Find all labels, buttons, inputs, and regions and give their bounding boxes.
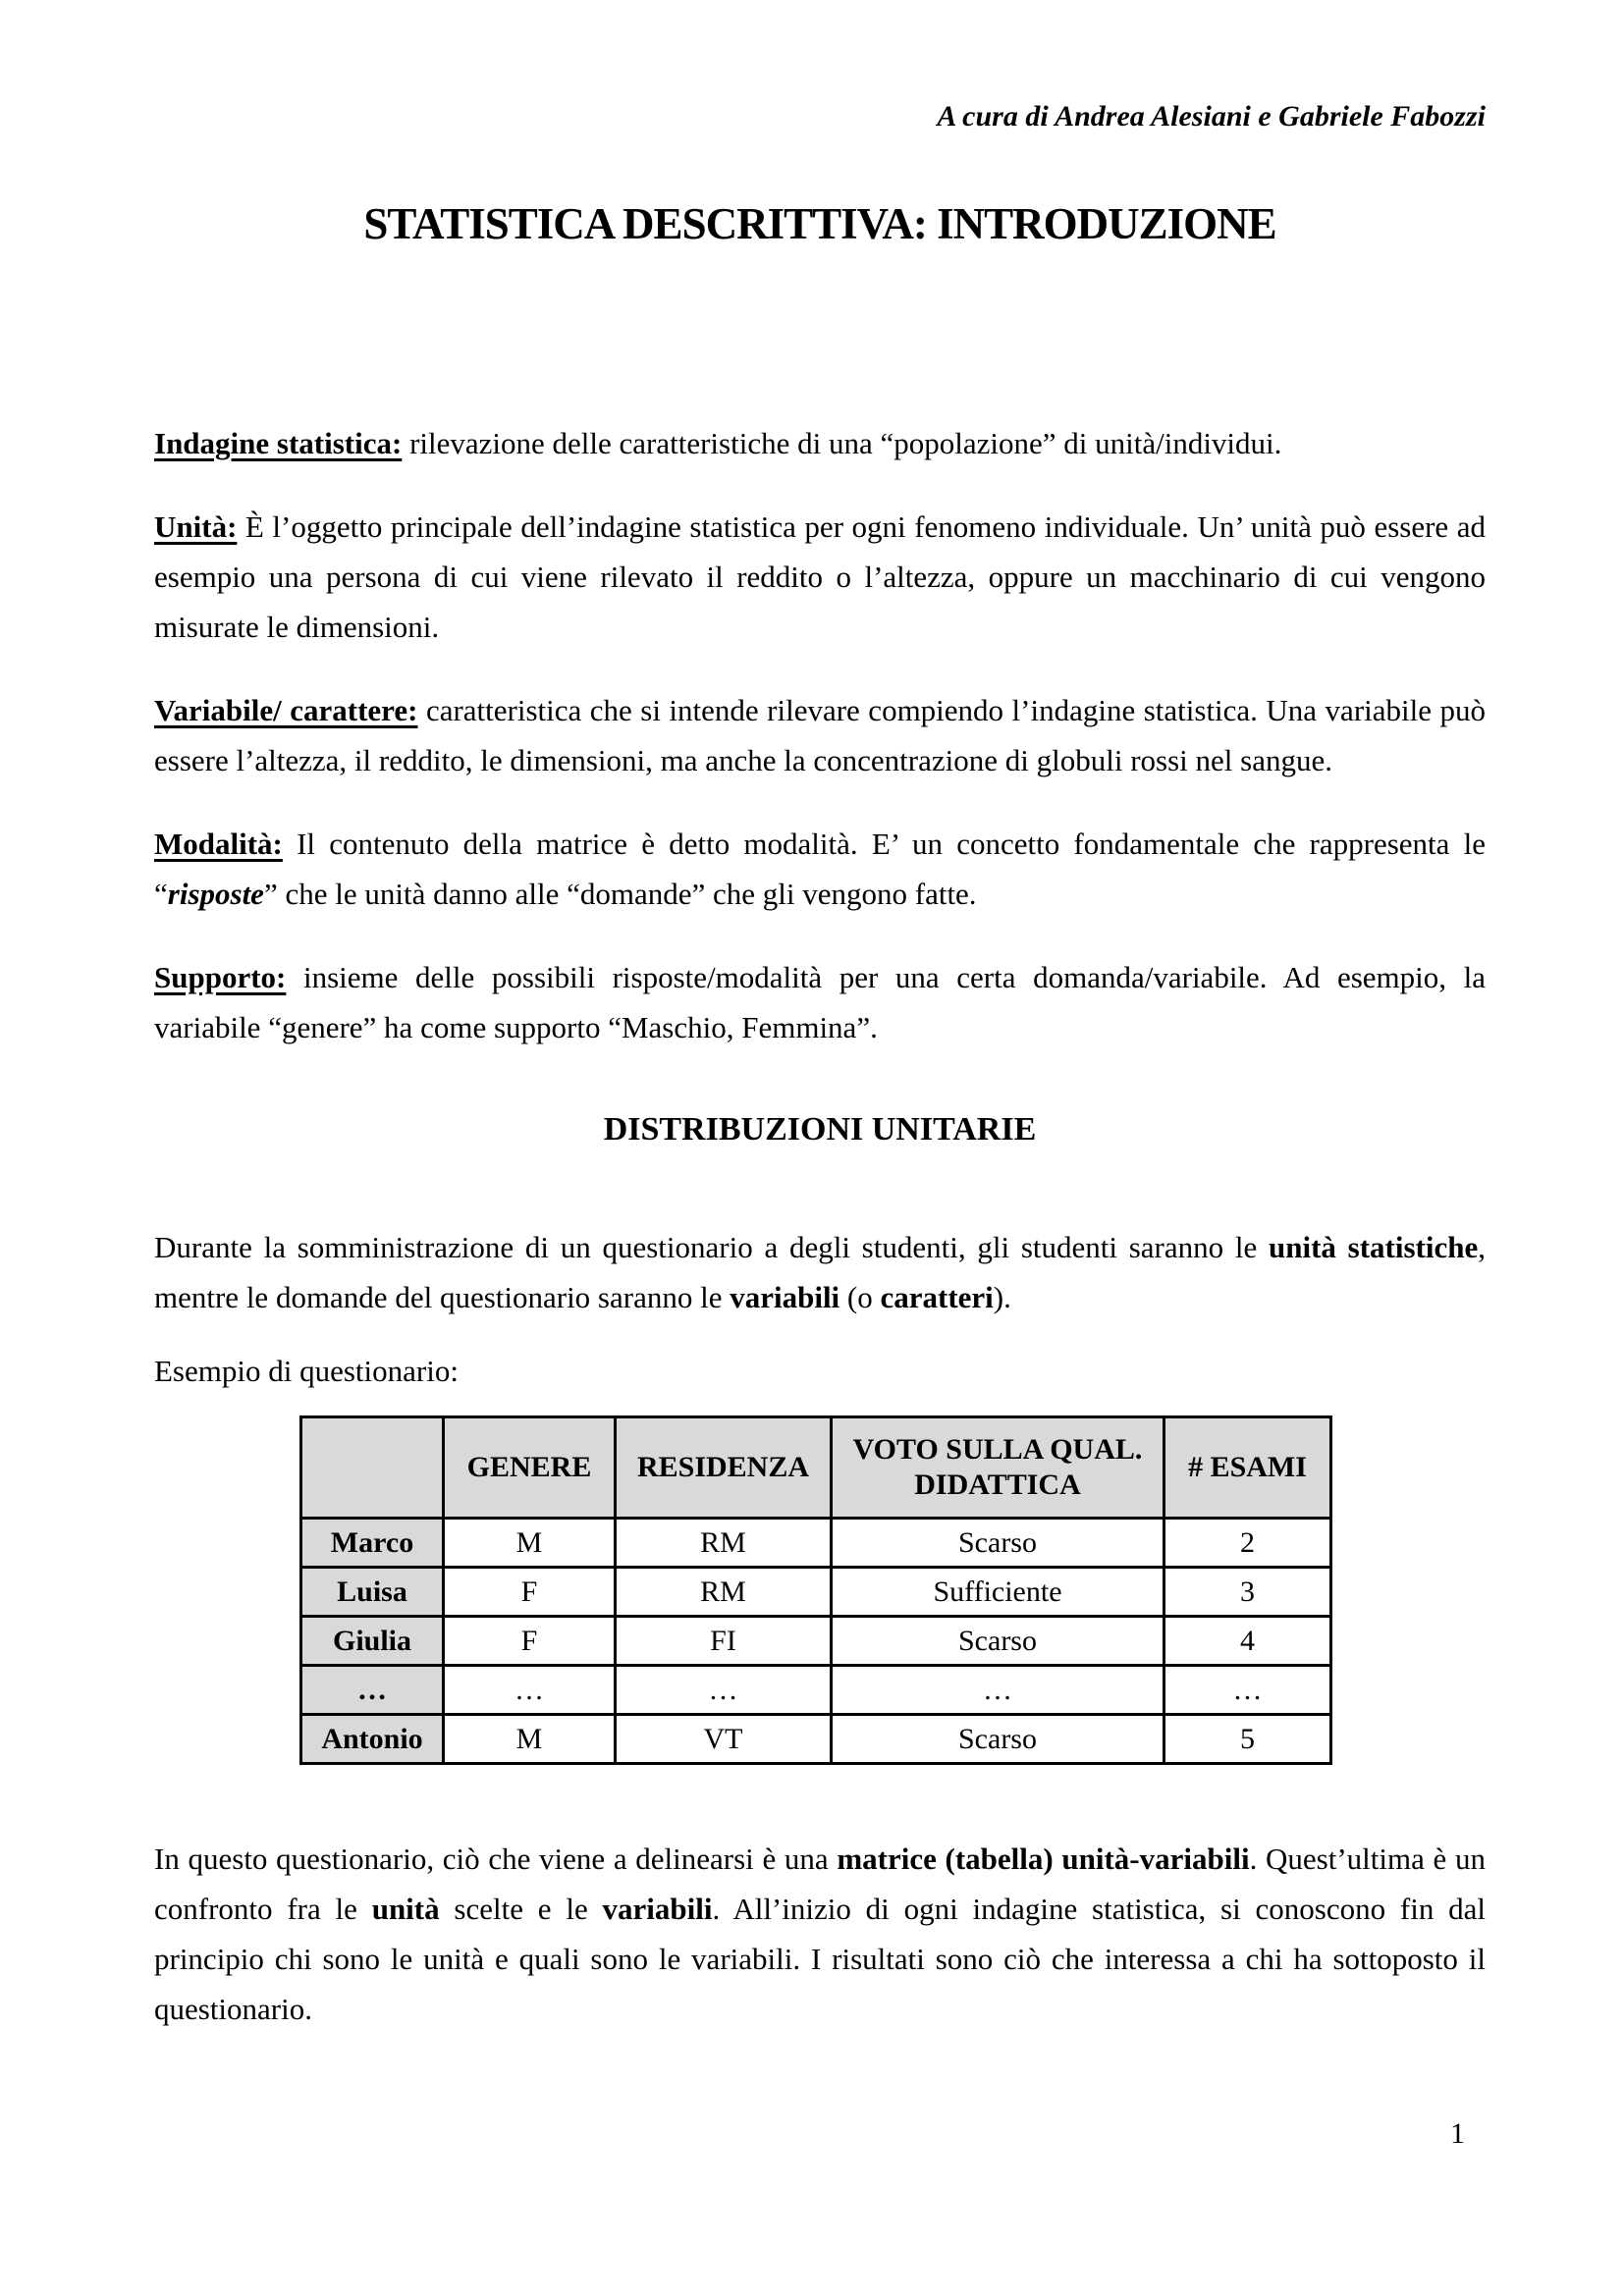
table-cell: Sufficiente	[832, 1568, 1164, 1617]
row-label: Marco	[301, 1519, 444, 1568]
definition-indagine-statistica: Indagine statistica: rilevazione delle caratteristiche di una “popolazione” di unità/individui.	[154, 426, 1282, 460]
row-label: Antonio	[301, 1715, 444, 1764]
table-cell: …	[1164, 1666, 1331, 1715]
table-cell: Scarso	[832, 1617, 1164, 1666]
definition-supporto: Supporto: insieme delle possibili risposte/modalità per una certa domanda/variabile. Ad esempio, la variabile “genere” ha come supporto “Maschio, Femmina”.	[154, 960, 1486, 1044]
column-header-empty	[301, 1417, 444, 1519]
table-cell: M	[444, 1519, 616, 1568]
section-intro: Durante la somministrazione di un questionario a degli studenti, gli studenti saranno le unità statistiche, mentre le domande del questionario saranno le variabili (o caratteri).	[154, 1230, 1486, 1314]
table-cell: M	[444, 1715, 616, 1764]
table-cell: …	[616, 1666, 832, 1715]
table-cell: 3	[1164, 1568, 1331, 1617]
table-row-ellipsis	[301, 1666, 1331, 1715]
table-cell: …	[832, 1666, 1164, 1715]
table-cell: FI	[616, 1617, 832, 1666]
page-number: 1	[1450, 2117, 1465, 2150]
row-label: …	[301, 1666, 444, 1715]
row-label: Luisa	[301, 1568, 444, 1617]
byline: A cura di Andrea Alesiani e Gabriele Fabozzi	[937, 100, 1486, 133]
table-row-luisa	[301, 1568, 1331, 1617]
column-header-genere: GENERE	[444, 1417, 616, 1519]
column-header-residenza: RESIDENZA	[616, 1417, 832, 1519]
row-label: Giulia	[301, 1617, 444, 1666]
closing-paragraph: In questo questionario, ciò che viene a delinearsi è una matrice (tabella) unità-variabili. Quest’ultima è un confronto fra le unità scelte e le variabili. All’inizio di ogni indagine statistica, si conoscono fin dal principio chi sono le unità e quali sono le variabili. I risultati sono ciò che interessa a chi ha sottoposto il questionario.	[154, 1842, 1487, 2026]
column-header-esami: # ESAMI	[1164, 1417, 1331, 1519]
table-row-antonio	[301, 1715, 1331, 1764]
definition-unita: Unità: È l’oggetto principale dell’indagine statistica per ogni fenomeno individuale. Un’ unità può essere ad esempio una persona di cui viene rilevato il reddito o l’altezza, oppure un macchinario di cui vengono misurate le dimensioni.	[154, 509, 1486, 644]
questionnaire-table	[299, 1415, 1332, 1765]
column-header-voto: VOTO SULLA QUAL. DIDATTICA	[832, 1417, 1164, 1519]
table-cell: …	[444, 1666, 616, 1715]
page-title: STATISTICA DESCRITTIVA: INTRODUZIONE	[363, 199, 1276, 248]
table-cell: Scarso	[832, 1715, 1164, 1764]
table-cell: 2	[1164, 1519, 1331, 1568]
table-row-marco	[301, 1519, 1331, 1568]
table-cell: RM	[616, 1519, 832, 1568]
example-label: Esempio di questionario:	[154, 1354, 459, 1388]
table-header-row	[301, 1417, 1331, 1519]
definition-modalita: Modalità: Il contenuto della matrice è detto modalità. E’ un concetto fondamentale che rappresenta le “risposte” che le unità danno alle “domande” che gli vengono fatte.	[154, 827, 1486, 911]
table-cell: 4	[1164, 1617, 1331, 1666]
table-cell: F	[444, 1568, 616, 1617]
table-cell: 5	[1164, 1715, 1331, 1764]
table-cell: F	[444, 1617, 616, 1666]
table-cell: RM	[616, 1568, 832, 1617]
table-row-giulia	[301, 1617, 1331, 1666]
table-cell: Scarso	[832, 1519, 1164, 1568]
table-cell: VT	[616, 1715, 832, 1764]
section-heading: DISTRIBUZIONI UNITARIE	[603, 1111, 1037, 1148]
definition-variabile-carattere: Variabile/ carattere: caratteristica che si intende rilevare compiendo l’indagine statistica. Una variabile può essere l’altezza, il reddito, le dimensioni, ma anche la concentrazione di globuli rossi nel sangue.	[154, 693, 1486, 777]
